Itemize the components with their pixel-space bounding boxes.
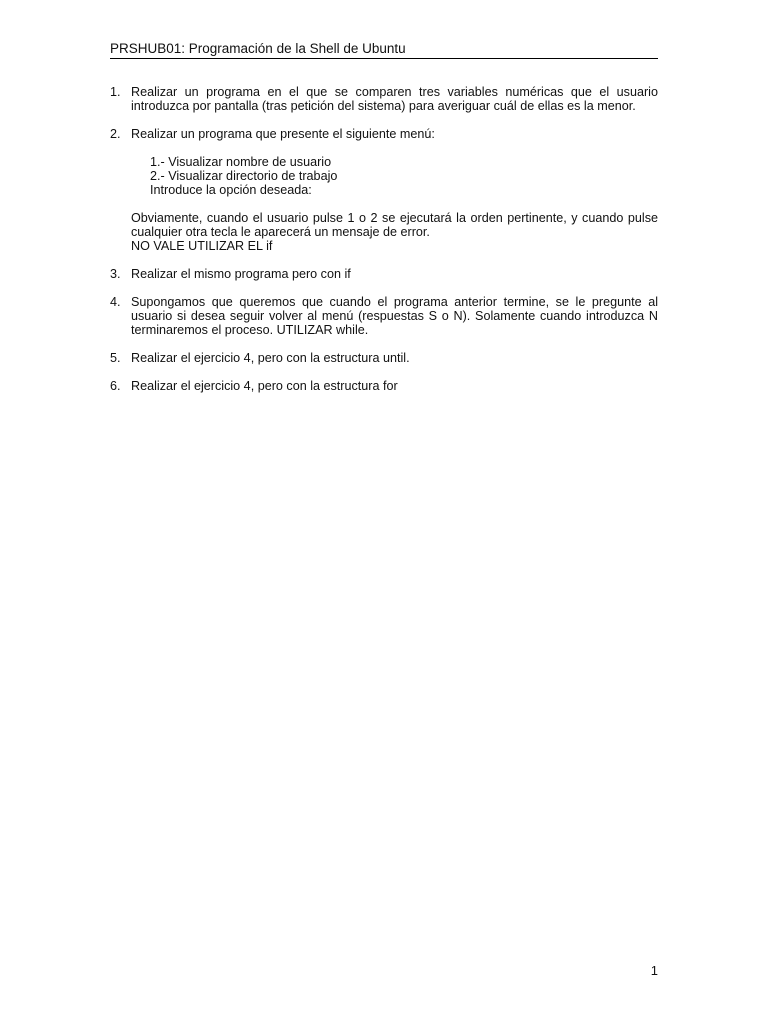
text-line: introduzca por pantalla (tras petición del sistema) para averiguar cuál de ellas es la menor. [131,99,636,114]
exercise-text [131,85,658,113]
exercise-number: 4. [110,294,121,309]
exercise-text [131,351,658,365]
exercise-list [110,85,658,407]
exercise-text [131,379,658,393]
exercise-text [131,127,658,141]
document-title: PRSHUB01: Programación de la Shell de Ubuntu [110,41,406,56]
text-line: Obviamente, cuando el usuario pulse 1 o 2 se ejecutará la orden pertinente, y cuando pulse [131,210,658,225]
exercise-number: 3. [110,267,121,282]
page-number: 1 [650,963,658,978]
menu-prompt: Introduce la opción deseada: [150,183,312,198]
menu-option: 1.- Visualizar nombre de usuario [150,154,332,169]
page-header [110,40,658,59]
exercise-item-2 [110,127,658,253]
text-line: NO VALE UTILIZAR EL if [131,239,273,254]
text-line: Realizar el mismo programa pero con if [131,267,351,282]
exercise-number: 6. [110,378,121,393]
menu-example [131,155,658,198]
text-line: Realizar el ejercicio 4, pero con la estructura until. [131,351,410,366]
text-line: Realizar un programa en el que se comparen tres variables numéricas que el usuario [131,85,658,99]
exercise-item-6 [110,379,658,393]
text-line: terminaremos el proceso. UTILIZAR while. [131,323,369,338]
exercise-number: 2. [110,127,121,141]
exercise-text [131,295,658,338]
exercise-item-4 [110,295,658,338]
text-line: Realizar el ejercicio 4, pero con la estructura for [131,378,398,393]
exercise-item-1 [110,85,658,113]
exercise-note [131,211,658,254]
exercise-item-5 [110,351,658,365]
text-line: Supongamos que queremos que cuando el programa anterior termine, se le pregunte al [131,294,658,309]
exercise-number: 1. [110,85,121,99]
menu-option: 2.- Visualizar directorio de trabajo [150,168,338,183]
exercise-item-3 [110,267,658,281]
text-line: Realizar un programa que presente el siguiente menú: [131,127,435,141]
text-line: cualquier otra tecla le aparecerá un mensaje de error. [131,225,430,240]
exercise-text [131,267,658,281]
text-line: usuario si desea seguir volver al menú (respuestas S o N). Solamente cuando introduzca N [131,309,658,324]
exercise-number: 5. [110,351,121,366]
